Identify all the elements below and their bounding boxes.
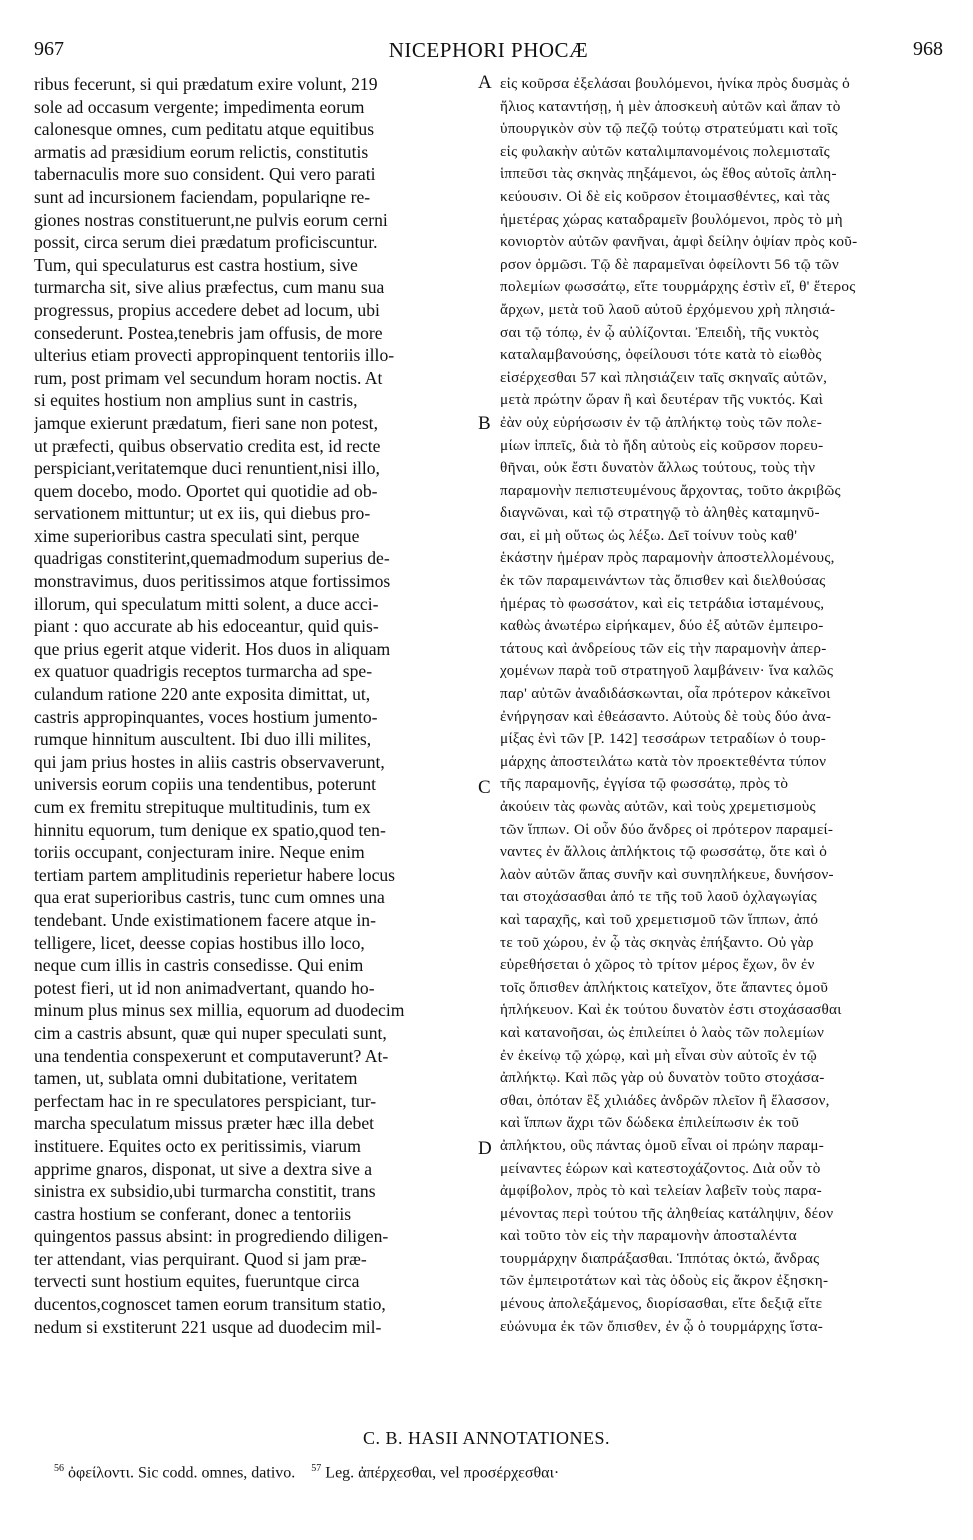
latin-text-line: culandum ratione 220 ante exposita dimittat, ut, (34, 684, 371, 705)
greek-text-line: ἐν ἐκείνῳ τῷ χώρῳ, καὶ μὴ εἶναι σὺν αὐτοῖς ἐν τῷ (500, 1046, 818, 1064)
greek-text-line: τῶν ἐμπειροτάτων καὶ τὰς ὁδοὺς εἰς ἄκρον ἐξησκη- (500, 1272, 829, 1290)
page-number-left: 967 (34, 38, 64, 60)
greek-text-line: κονιορτὸν αὐτῶν φανῆναι, ἀμφὶ δείλην ὀψίαν πρὸς κοῦ- (500, 233, 858, 251)
annotations-title: C. B. HASII ANNOTATIONES. (362, 1428, 611, 1448)
latin-text-line: jamque exierunt prædatum, fieri sane non potest, (34, 412, 378, 433)
greek-text-line: μένους ἀπολεξάμενος, διορίσασθαι, εἴτε δεξιᾷ εἴτε (500, 1295, 823, 1313)
latin-text-line: ulterius etiam provecti appropinquent tentoriis illo- (34, 345, 395, 366)
latin-text-line: illorum, qui speculatum mitti solent, a duce acci- (34, 593, 379, 614)
latin-text-line: piant : quo accurate ab his edoceantur, quid quis- (34, 616, 379, 637)
footnote-56-number: 56 (54, 1463, 64, 1474)
greek-text-line: τῆς παραμονῆς, ἐγγίσα τῷ φωσσάτῳ, πρὸς τὸ (500, 775, 789, 793)
latin-text-line: instituere. Equites octo ex peritissimis, viarum (34, 1135, 361, 1156)
latin-text-line: tendebant. Unde existimationem facere atque in- (34, 909, 376, 930)
latin-text-line: armatis ad præsidium eorum relictis, constitutis (34, 141, 369, 162)
margin-marker-b: B (478, 413, 491, 434)
greek-text-line: θῆναι, οὐκ ἔστι δυνατὸν ἄλλως τούτους, τοὺς τὴν (500, 459, 816, 477)
greek-text-line: ἄρχων, μετὰ τοῦ λαοῦ αὐτοῦ ἐρχόμενου χρὴ πλησιά- (500, 300, 836, 318)
latin-text-line: xime superioribus castra speculati sint, perque (34, 525, 360, 546)
latin-text-line: minum plus minus sex millia, equorum ad duodecim (34, 1000, 405, 1021)
greek-text-line: ἀπλήκτου, οὓς πάντας ὁμοῦ εἶναι οἱ πρώην παραμ- (500, 1136, 825, 1154)
latin-text-line: quadrigas constiterint,quemadmodum superius de- (34, 548, 390, 569)
greek-text-line: εἰς κοῦρσα ἐξελάσαι βουλόμενοι, ἡνίκα πρὸς δυσμὰς ὁ (500, 75, 851, 92)
latin-text-line: perfectam hac in re speculatores perspiciant, tur- (34, 1090, 377, 1111)
greek-text-line: σαι τῷ τόπῳ, ἐν ᾧ αὐλίζονται. Ἐπειδὴ, τῆς νυκτὸς (500, 323, 819, 341)
greek-column (500, 73, 940, 1338)
latin-text-line: giones nostras constituerunt,ne pulvis eorum cerni (34, 209, 388, 230)
greek-text-line: παρ' αὐτῶν ἀναδιδάσκωνται, οἷα πρότερον κἀκεῖνοι (500, 685, 831, 703)
latin-text-line: ribus fecerunt, si qui prædatum exire volunt, 219 (34, 74, 378, 94)
latin-text-line: toriis occupant, conjecturam inire. Neque enim (34, 842, 365, 863)
greek-text-line: ἀπλήκτῳ. Καὶ πῶς γὰρ οὐ δυνατὸν τοῦτο στοχάσα- (500, 1069, 825, 1087)
latin-text-line: possit, circa serum diei prædatum proficiscuntur. (34, 232, 378, 253)
latin-text-line: qua erat superioribus castris, tunc cum omnes una (34, 887, 385, 908)
latin-text-line: progressus, propius accedere debet ad locum, ubi (34, 299, 380, 320)
latin-text-line: que prius egerit atque viderit. Hos duos in aliquam (34, 638, 391, 659)
running-header (34, 38, 943, 68)
greek-text-line: τῶν ἵππων. Οἱ οὖν δύο ἄνδρες οἱ πρότερον παραμεί- (500, 820, 834, 838)
latin-text-line: tertiam partem amplitudinis reperietur habere locus (34, 864, 396, 885)
greek-text-line: εὑρεθήσεται ὁ χῶρος τὸ τρίτον μέρος ἔχων, ὃν ἐν (500, 956, 815, 974)
greek-text-line: σθαι, ὁπόταν ἓξ χιλιάδες ἀνδρῶν πλεῖον ἢ ἔλασσον, (500, 1091, 830, 1109)
greek-text-line: τε τοῦ χώρου, ἐν ᾧ τὰς σκηνὰς ἐπήξαντο. Οὐ γὰρ (500, 933, 814, 951)
latin-text-line: servationem mittuntur; ut ex iis, qui diebus pro- (34, 503, 371, 524)
greek-text-line: ἡπλήκευον. Καὶ ἐκ τούτου δυνατὸν ἐστι στοχάσασθαι (500, 1001, 842, 1019)
latin-text-line: ducentos,cognoscet tamen eorum transitum statio, (34, 1294, 386, 1315)
greek-text-line: μίων ἱππεῖς, διὰ τὸ ἤδη αὐτοὺς εἰς κοῦρσον πορευ- (500, 436, 824, 454)
greek-text-line: μίξας ἑνὶ τῶν [P. 142] τεσσάρων τετραδίων ὁ τουρ- (500, 730, 827, 748)
latin-text-line: tabernaculis more suo consident. Qui vero parati (34, 164, 376, 185)
latin-text-line: castra hostium se conferant, donec a tentoriis (34, 1203, 352, 1224)
greek-text-line: μάρχης ἀποστειλάτω κατὰ τὸν προεκτεθέντα τύπον (500, 752, 827, 770)
greek-text-line: τάτους καὶ ἀνδρείους τῶν εἰς τὴν παραμονὴν ἀπερ- (500, 639, 827, 657)
greek-text-line: τοῖς ὄπισθεν ἀπλήκτοις κατεῖχον, ὅτε ἅπαντες ὁμοῦ (500, 978, 829, 996)
latin-text-line: cim a castris absunt, quæ qui nuper speculati sunt, (34, 1022, 387, 1043)
footnote-56-text: ὀφείλοντι. Sic codd. omnes, dativo. (68, 1464, 296, 1482)
latin-text-line: una tendentia conspexerunt et computaverunt? At- (34, 1045, 389, 1066)
latin-text-line: sunt ad incursionem faciendam, populariqne re- (34, 186, 371, 207)
latin-text-line: consederunt. Postea,tenebris jam offusis, de more (34, 322, 383, 343)
latin-text-line: neque cum illis in castris consedisse. Qui enim (34, 955, 364, 976)
greek-text-line: ἀμφίβολον, πρὸς τὸ καὶ τελείαν λαβεῖν τοὺς παρα- (500, 1182, 822, 1200)
greek-text-line: παραμονὴν πεπιστευμένους ἄρχοντας, τοῦτο ἀκριβῶς (500, 481, 841, 499)
latin-text-line: marcha speculatum missus præter hæc illa debet (34, 1113, 375, 1134)
latin-text-line: rum, post primam vel secundum horam noctis. At (34, 367, 383, 388)
latin-text-line: ter attendant, vias perquirant. Quod si jam præ- (34, 1248, 367, 1269)
greek-text-line: ἡμετέρας χώρας καταδραμεῖν βουλόμενοι, πρὸς τὸ μὴ (500, 210, 843, 228)
latin-text-line: turmarcha sit, sive alius præfectus, cum manu sua (34, 277, 385, 298)
greek-text-line: ρσον ὁρμῶσι. Τῷ δὲ παραμεῖναι ὀφείλοντι 56 τῷ τῶν (500, 255, 839, 273)
greek-text-line: καταλαμβανούσης, ὀφείλουσι τότε κατὰ τὸ εἰωθὸς (500, 346, 822, 364)
running-title: NICEPHORI PHOCÆ (388, 38, 589, 62)
latin-text-line: quingentos passus absint: in progrediendo diligen- (34, 1226, 389, 1247)
latin-text-line: castris appropinquantes, voces hostium jumento- (34, 706, 378, 727)
margin-marker-c: C (478, 777, 491, 798)
greek-text-line: λαὸν αὐτῶν ἅπας συνῆν καὶ συνηπλήκευε, δυνήσον- (500, 865, 834, 883)
margin-marker-d: D (478, 1138, 492, 1159)
greek-text-line: καὶ ἵππων ἄχρι τῶν δώδεκα ἐπιλείπωσιν ἐκ τοῦ (500, 1114, 800, 1132)
greek-text-line: μένοντας περὶ τούτου τῆς ἀληθείας κατάληψιν, δέον (500, 1204, 834, 1222)
latin-text-line: cum ex fremitu strepituque multitudinis, tum ex (34, 797, 371, 817)
latin-text-line: perspiciant,veritatemque duci renuntient,nisi illo, (34, 458, 380, 479)
greek-text-line: καὶ κατανοῆσαι, ὡς ἐπιλείπει ὁ λαὸς τῶν πολεμίων (500, 1023, 825, 1041)
greek-text-line: μείναντες ἑώρων καὶ κατεστοχάζοντος. Διὰ οὖν τὸ (500, 1159, 821, 1177)
latin-column (34, 73, 472, 1338)
greek-text-line: ται στοχάσασθαι ἀπό τε τῆς τοῦ λαοῦ ὀχλαγωγίας (500, 888, 817, 906)
greek-text-line: εὐώνυμα ἐκ τῶν ὄπισθεν, ἐν ᾧ ὁ τουρμάρχης ἵστα- (500, 1317, 824, 1335)
footnote-57-number: 57 (311, 1463, 322, 1474)
footnote-57-text: Leg. ἀπέρχεσθαι, vel προσέρχεσθαι· (325, 1464, 560, 1482)
latin-text-line: potest fieri, ut id non animadvertant, quando ho- (34, 977, 375, 998)
greek-text-line: σαι, εἰ μὴ οὕτως ὡς λέξω. Δεῖ τοίνυν τοὺς καθ' (500, 526, 798, 544)
margin-marker-a: A (478, 72, 492, 93)
greek-text-line: πολεμίων φωσσάτῳ, εἴτε τουρμάρχης ἐστὶν εἴ, θ' ἕτερος (500, 278, 856, 296)
latin-text-line: monstravimus, duos peritissimos atque fortissimos (34, 571, 391, 592)
latin-text-line: hinnitu equorum, tum denique ex spatio,quod ten- (34, 819, 386, 840)
greek-text-line: εἰς φυλακὴν αὐτῶν καταλιμπανομένοις πολεμισταῖς (500, 142, 830, 160)
greek-text-line: χομένων παρὰ τοῦ στρατηγοῦ λαμβάνειν· ἵνα καλῶς (500, 662, 834, 680)
latin-text-line: nedum si exstiterunt 221 usque ad duodecim mil- (34, 1316, 382, 1337)
greek-text-line: ἑκάστην ἡμέραν πρὸς παραμονὴν ἀποστελλομένους, (500, 549, 835, 567)
latin-text-line: tervecti sunt hostium equites, fueruntque circa (34, 1271, 360, 1292)
latin-text-line: ut præfecti, quibus observatio credita est, id recte (34, 435, 381, 456)
greek-text-line: ἐὰν οὐχ εὑρήσωσιν ἐν τῷ ἀπλήκτῳ τοὺς τῶν πολε- (500, 413, 823, 431)
latin-text-line: apprime gnaros, disponat, ut sive a dextra sive a (34, 1158, 373, 1179)
greek-text-line: τουρμάρχην διαπράξασθαι. Ἱππότας ὀκτώ, ἄνδρας (500, 1249, 820, 1267)
latin-text-line: tamen, ut, sublata omni dubitatione, veritatem (34, 1068, 358, 1089)
latin-text-line: quem docebo, modo. Oportet qui quotidie ad ob- (34, 480, 378, 501)
greek-text-line: ἀκούειν τὰς φωνὰς αὐτῶν, καὶ τοὺς χρεμετισμοὺς (500, 798, 816, 815)
greek-text-line: καὶ τοῦτο τὸν εἰς τὴν παραμονὴν ἀποσταλέντα (500, 1227, 797, 1245)
latin-text-line: universis eorum copiis una tendentibus, poterunt (34, 774, 377, 795)
latin-text-line: Tum, qui speculaturus est castra hostium, sive (34, 254, 358, 275)
page-number-right: 968 (913, 38, 943, 60)
footnotes (54, 1463, 943, 1482)
greek-text-line: ναντες ἐν ἄλλοις ἀπλήκτοις τῷ φωσσάτῳ, ὅτε καὶ ὁ (500, 843, 828, 861)
greek-text-line: εἰσέρχεσθαι 57 καὶ πλησιάζειν ταῖς σκηναῖς αὐτῶν, (500, 368, 828, 386)
greek-text-line: ἐκ τῶν παραμεινάντων τὰς ὄπισθεν καὶ διελθούσας (500, 572, 826, 590)
greek-text-line: κεύουσιν. Οἱ δὲ εἰς κοῦρσον ἑτοιμασθέντες, καὶ τὰς (500, 187, 830, 205)
latin-text-line: calonesque omnes, cum peditatu atque equitibus (34, 119, 375, 140)
latin-text-line: sole ad occasum vergente; impedimenta eorum (34, 96, 365, 117)
greek-text-line: ὑπουργικὸν σὺν τῷ πεζῷ τούτῳ στρατεύματι καὶ τοῖς (500, 120, 838, 138)
greek-text-line: ἥλιος καταντήσῃ, ἡ μὲν ἀποσκευὴ αὐτῶν καὶ ἅπαν τὸ (500, 97, 841, 115)
latin-text-line: qui jam prius hostes in aliis castris observaverunt, (34, 751, 385, 772)
greek-text-line: ἐνήργησαν καὶ ἐθεάσαντο. Αὐτοὺς δὲ τοὺς δύο ἀνα- (500, 707, 832, 725)
latin-text-line: rumque hinnitum auscultent. Ibi duo illi milites, (34, 729, 372, 750)
greek-text-line: διαγνῶναι, καὶ τῷ στρατηγῷ τὸ ἀληθὲς καταμηνῦ- (500, 504, 820, 522)
greek-text-line: καὶ ταραχῆς, καὶ τοῦ χρεμετισμοῦ τῶν ἵππων, ἀπό (500, 910, 819, 928)
latin-text-line: telligere, licet, deesse copias hostibus illo loco, (34, 932, 365, 953)
greek-text-line: μετὰ πρώτην ὥραν ἢ καὶ δευτέραν τῆς νυκτός. Καὶ (500, 391, 824, 409)
latin-text-line: si equites hostium non amplius sunt in castris, (34, 390, 358, 411)
greek-text-line: ἡμέρας τὸ φωσσάτον, καὶ εἰς τετράδια ἱσταμένους, (500, 594, 825, 612)
latin-text-line: ex quatuor quadrigis receptos turmarcha ad spe- (34, 661, 373, 682)
latin-text-line: sinistra ex subsidio,ubi turmarcha constitit, trans (34, 1181, 376, 1202)
greek-text-line: καθὼς ἀνωτέρω εἰρήκαμεν, δύο ἐξ αὐτῶν ἐμπειρο- (500, 617, 824, 635)
greek-text-line: ἱππεῦσι τὰς σκηνὰς πηξάμενοι, ὡς ἔθος αὐτοῖς ἀπλη- (500, 165, 837, 183)
